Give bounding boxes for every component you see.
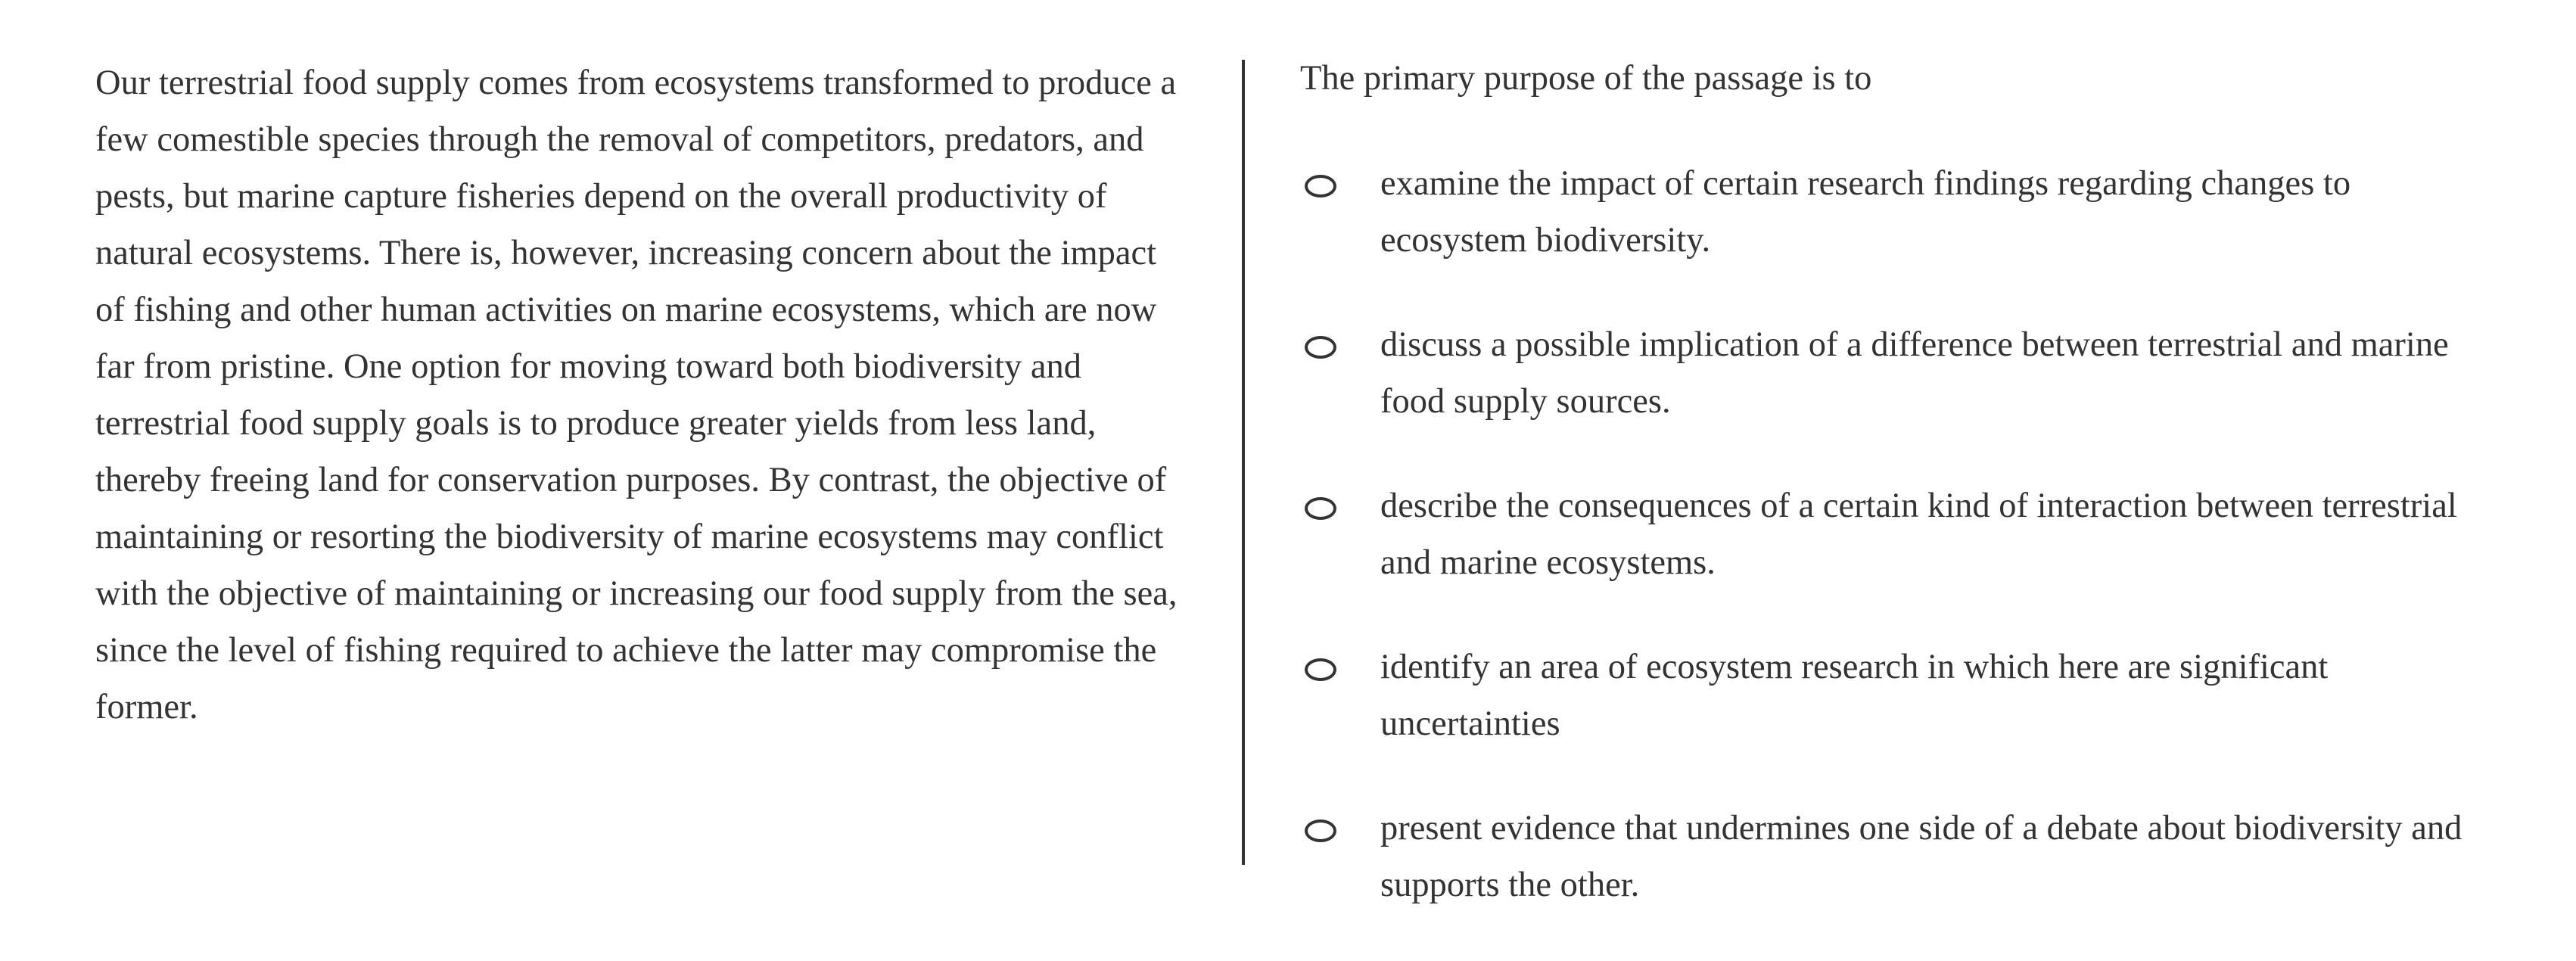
question-stem: The primary purpose of the passage is to <box>1300 59 1872 98</box>
answer-option-label: discuss a possible implication of a difference between terrestrial and marine food supply sources. <box>1380 325 2449 421</box>
answer-option-label: examine the impact of certain research findings regarding changes to ecosystem biodiversity. <box>1380 164 2351 260</box>
radio-button-icon[interactable] <box>1305 658 1336 681</box>
answer-option-a[interactable] <box>1300 155 2511 269</box>
radio-button-icon[interactable] <box>1305 336 1336 359</box>
answer-option-e[interactable] <box>1300 800 2511 913</box>
answer-option-d[interactable] <box>1300 639 2511 752</box>
radio-button-icon[interactable] <box>1305 175 1336 197</box>
answer-option-label: identify an area of ecosystem research in which here are significant uncertainties <box>1380 648 2329 743</box>
passage-pane <box>95 54 1185 736</box>
radio-button-icon[interactable] <box>1305 497 1336 520</box>
answer-option-label: describe the consequences of a certain kind of interaction between terrestrial and marine ecosystems. <box>1380 487 2457 582</box>
passage-text: Our terrestrial food supply comes from ecosystems transformed to produce a few comestible species through the removal of competitors, predators, and pests, but marine capture fisheries depend on the overall productivity of natural ecosystems. There is, however, increasing concern about the impact of fishing and other human activities on marine ecosystems, which are now far from pristine. One option for moving toward both biodiversity and terrestrial food supply goals is to produce greater yields from less land, thereby freeing land for conservation purposes. By contrast, the objective of maintaining or resorting the biodiversity of marine ecosystems may conflict with the objective of maintaining or increasing our food supply from the sea, since the level of fishing required to achieve the latter may compromise the former. <box>95 64 1178 726</box>
pane-divider <box>1242 60 1245 865</box>
answer-option-c[interactable] <box>1300 477 2511 591</box>
answer-options <box>1300 155 2511 961</box>
answer-option-label: present evidence that undermines one side of a debate about biodiversity and supports the other. <box>1380 809 2462 904</box>
question-pane <box>1300 50 2511 904</box>
radio-button-icon[interactable] <box>1305 819 1336 842</box>
answer-option-b[interactable] <box>1300 316 2511 430</box>
